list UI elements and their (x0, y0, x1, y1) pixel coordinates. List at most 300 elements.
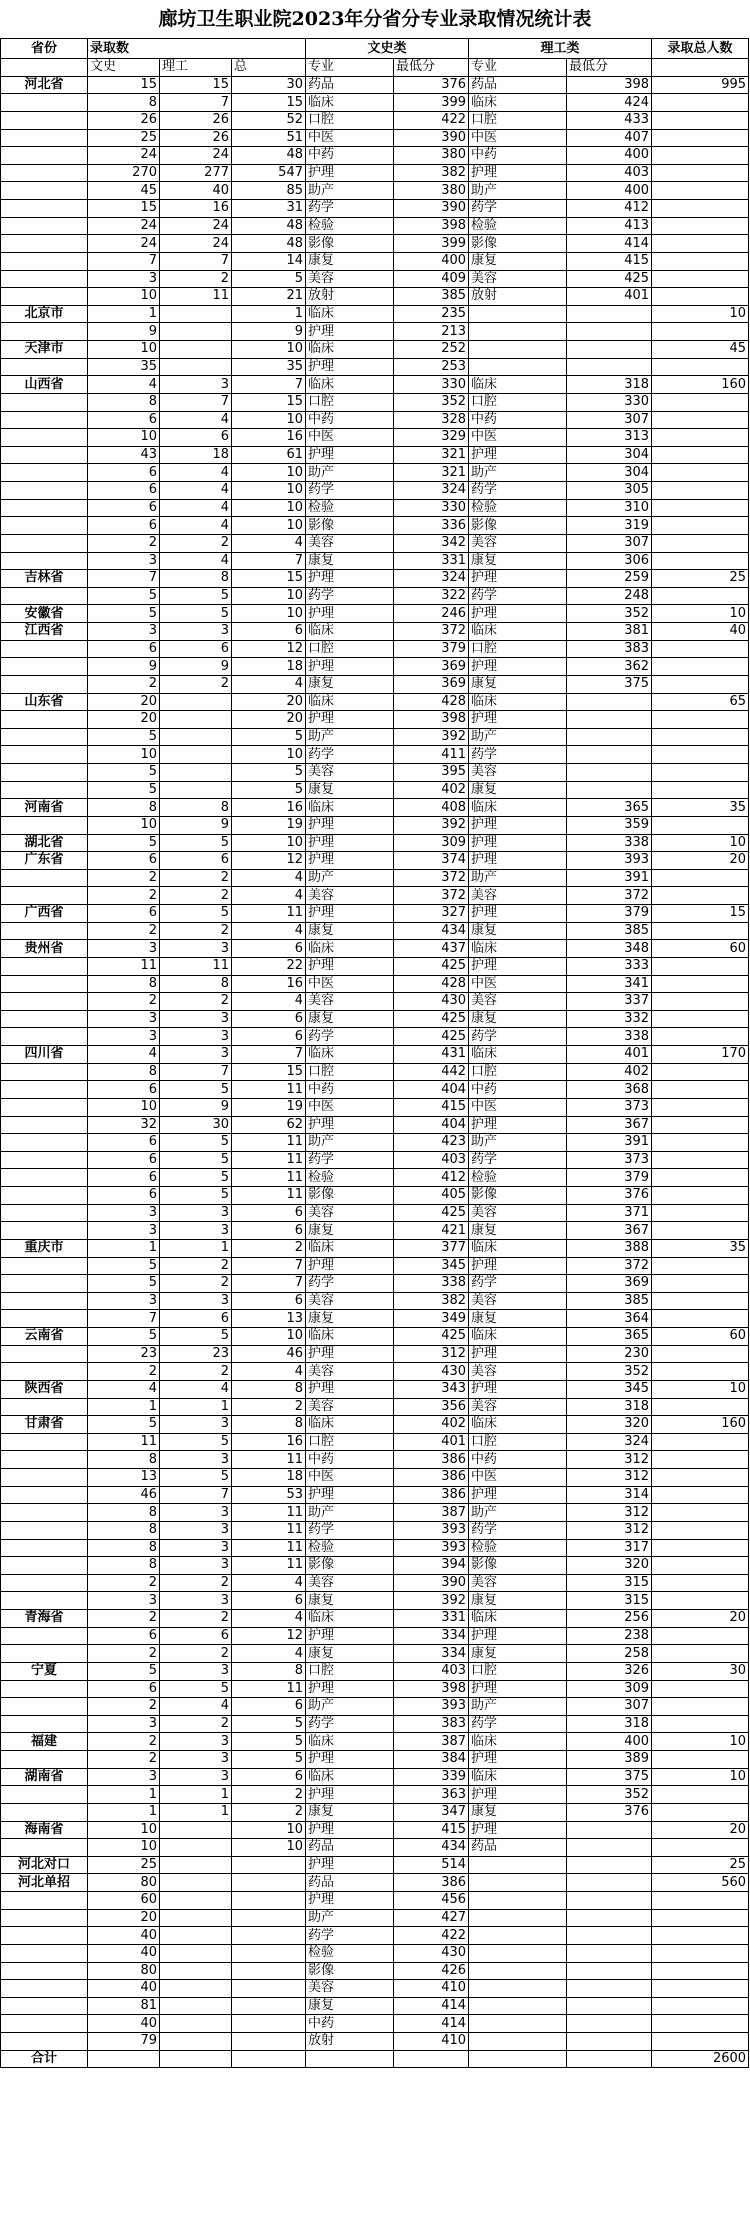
table-row (1, 358, 749, 376)
cell-total-admitted (652, 816, 749, 834)
cell-arts-count: 9 (88, 323, 160, 341)
cell-total-count: 10 (232, 482, 306, 500)
cell-arts-count: 3 (88, 1010, 160, 1028)
cell-arts-count: 8 (88, 1451, 160, 1469)
cell-province (1, 816, 88, 834)
table-row (1, 1081, 749, 1099)
cell-province: 青海省 (1, 1610, 88, 1628)
cell-province (1, 164, 88, 182)
table-row (1, 1839, 749, 1857)
table-row (1, 1416, 749, 1434)
cell-arts-count: 15 (88, 76, 160, 94)
table-row (1, 605, 749, 623)
cell-sci-count (160, 781, 232, 799)
table-row (1, 764, 749, 782)
cell-sci-count: 5 (160, 587, 232, 605)
cell-total-admitted (652, 887, 749, 905)
cell-arts-major: 药学 (306, 746, 394, 764)
cell-sci-min-score: 400 (567, 182, 652, 200)
cell-sci-count: 30 (160, 1116, 232, 1134)
cell-sci-min-score (567, 341, 652, 359)
cell-total-admitted (652, 182, 749, 200)
cell-arts-min-score: 404 (394, 1116, 469, 1134)
cell-arts-min-score: 213 (394, 323, 469, 341)
cell-province (1, 393, 88, 411)
table-row (1, 2015, 749, 2033)
cell-total-count: 7 (232, 376, 306, 394)
cell-sci-major: 口腔 (469, 393, 567, 411)
cell-sci-count: 4 (160, 1698, 232, 1716)
cell-sci-major: 美容 (469, 1204, 567, 1222)
cell-arts-min-score: 386 (394, 1451, 469, 1469)
cell-province (1, 1698, 88, 1716)
cell-total-count (232, 1980, 306, 1998)
cell-sci-count: 3 (160, 376, 232, 394)
cell-total-count: 6 (232, 940, 306, 958)
cell-total-admitted (652, 534, 749, 552)
cell-sci-count (160, 711, 232, 729)
cell-sci-count: 1 (160, 1803, 232, 1821)
table-row (1, 305, 749, 323)
cell-arts-count: 15 (88, 200, 160, 218)
cell-arts-count: 3 (88, 1768, 160, 1786)
cell-sci-major: 临床 (469, 94, 567, 112)
cell-total-admitted (652, 517, 749, 535)
cell-province (1, 1892, 88, 1910)
cell-total-count: 19 (232, 816, 306, 834)
cell-province (1, 1927, 88, 1945)
cell-arts-count: 3 (88, 940, 160, 958)
cell-sci-major: 护理 (469, 1627, 567, 1645)
cell-arts-major: 临床 (306, 1328, 394, 1346)
cell-total-count: 16 (232, 799, 306, 817)
cell-sci-count: 2 (160, 1363, 232, 1381)
cell-province (1, 781, 88, 799)
cell-arts-major: 中药 (306, 411, 394, 429)
cell-sci-major: 口腔 (469, 640, 567, 658)
cell-arts-min-score: 425 (394, 1204, 469, 1222)
cell-total-count: 14 (232, 252, 306, 270)
cell-province (1, 1486, 88, 1504)
table-row (1, 1398, 749, 1416)
cell-sci-count: 5 (160, 605, 232, 623)
cell-arts-min-score: 425 (394, 1028, 469, 1046)
cell-arts-min-score: 430 (394, 993, 469, 1011)
cell-sci-major: 护理 (469, 1257, 567, 1275)
cell-sci-major: 康复 (469, 252, 567, 270)
cell-arts-count: 3 (88, 1204, 160, 1222)
cell-sci-min-score: 391 (567, 869, 652, 887)
cell-province (1, 975, 88, 993)
table-row (1, 1187, 749, 1205)
cell-total-admitted (652, 1098, 749, 1116)
cell-sci-count: 2 (160, 1715, 232, 1733)
cell-sci-major: 药学 (469, 1151, 567, 1169)
cell-arts-major: 美容 (306, 887, 394, 905)
cell-arts-min-score: 410 (394, 1980, 469, 1998)
cell-total-count (232, 1856, 306, 1874)
cell-arts-major: 检验 (306, 1944, 394, 1962)
cell-province (1, 764, 88, 782)
cell-total-admitted (652, 1980, 749, 1998)
cell-sci-count: 5 (160, 1134, 232, 1152)
cell-sci-count: 2 (160, 1610, 232, 1628)
cell-total-count: 20 (232, 693, 306, 711)
cell-total-count: 547 (232, 164, 306, 182)
cell-sci-major: 中药 (469, 147, 567, 165)
cell-total-admitted (652, 393, 749, 411)
cell-province (1, 1169, 88, 1187)
cell-sci-major: 护理 (469, 957, 567, 975)
cell-sci-count: 3 (160, 1751, 232, 1769)
cell-sci-count: 2 (160, 270, 232, 288)
cell-total-admitted: 20 (652, 852, 749, 870)
cell-province (1, 1803, 88, 1821)
cell-sci-major: 护理 (469, 1486, 567, 1504)
cell-sci-min-score: 326 (567, 1662, 652, 1680)
cell-arts-major: 临床 (306, 1239, 394, 1257)
table-row (1, 623, 749, 641)
cell-arts-count: 6 (88, 905, 160, 923)
cell-arts-count: 6 (88, 852, 160, 870)
cell-sci-count: 5 (160, 1151, 232, 1169)
cell-total-count (232, 2033, 306, 2051)
cell-arts-major: 美容 (306, 1204, 394, 1222)
table-row (1, 640, 749, 658)
cell-total-admitted (652, 1574, 749, 1592)
cell-sci-count: 1 (160, 1239, 232, 1257)
cell-sci-major: 助产 (469, 728, 567, 746)
cell-province: 北京市 (1, 305, 88, 323)
cell-arts-min-score: 405 (394, 1187, 469, 1205)
table-row (1, 728, 749, 746)
cell-arts-min-score: 414 (394, 2015, 469, 2033)
cell-sci-min-score (567, 2050, 652, 2068)
table-row (1, 1733, 749, 1751)
cell-arts-min-score: 385 (394, 288, 469, 306)
table-row (1, 1028, 749, 1046)
cell-arts-min-score: 372 (394, 869, 469, 887)
cell-arts-major: 康复 (306, 1645, 394, 1663)
cell-arts-count: 1 (88, 305, 160, 323)
cell-total-count: 7 (232, 1275, 306, 1293)
cell-sci-min-score: 402 (567, 1063, 652, 1081)
cell-sci-major: 美容 (469, 1363, 567, 1381)
cell-sci-count: 2 (160, 1257, 232, 1275)
cell-total-count: 5 (232, 764, 306, 782)
cell-total-admitted: 20 (652, 1610, 749, 1628)
cell-arts-major: 药学 (306, 1927, 394, 1945)
cell-arts-count: 10 (88, 1839, 160, 1857)
cell-province (1, 200, 88, 218)
cell-sci-major: 助产 (469, 182, 567, 200)
cell-province (1, 746, 88, 764)
cell-sci-min-score: 385 (567, 922, 652, 940)
cell-arts-min-score: 347 (394, 1803, 469, 1821)
cell-province (1, 1363, 88, 1381)
subheader-blank-2 (652, 59, 749, 77)
table-row (1, 799, 749, 817)
cell-arts-count: 46 (88, 1486, 160, 1504)
cell-province: 河北省 (1, 76, 88, 94)
cell-province (1, 358, 88, 376)
cell-sci-min-score: 307 (567, 411, 652, 429)
cell-sci-count: 3 (160, 1028, 232, 1046)
cell-arts-major: 康复 (306, 1592, 394, 1610)
cell-sci-major (469, 2015, 567, 2033)
cell-arts-min-score: 342 (394, 534, 469, 552)
cell-total-admitted (652, 869, 749, 887)
table-row (1, 1433, 749, 1451)
cell-sci-min-score (567, 1997, 652, 2015)
cell-arts-count: 5 (88, 1275, 160, 1293)
cell-total-count: 4 (232, 675, 306, 693)
table-row (1, 1169, 749, 1187)
table-row (1, 1874, 749, 1892)
cell-arts-major: 康复 (306, 675, 394, 693)
cell-arts-count: 5 (88, 834, 160, 852)
cell-sci-major: 药学 (469, 746, 567, 764)
cell-province (1, 517, 88, 535)
cell-total-count: 11 (232, 1081, 306, 1099)
cell-sci-min-score: 400 (567, 147, 652, 165)
cell-arts-min-score: 352 (394, 393, 469, 411)
table-row (1, 1610, 749, 1628)
cell-total-count: 15 (232, 393, 306, 411)
cell-province (1, 429, 88, 447)
cell-arts-count: 32 (88, 1116, 160, 1134)
cell-sci-count: 3 (160, 1504, 232, 1522)
cell-sci-major (469, 1892, 567, 1910)
cell-arts-min-score: 382 (394, 1292, 469, 1310)
table-row (1, 1504, 749, 1522)
cell-sci-min-score: 393 (567, 852, 652, 870)
cell-sci-count (160, 764, 232, 782)
cell-arts-count: 40 (88, 1980, 160, 1998)
cell-total-count: 6 (232, 1768, 306, 1786)
cell-sci-min-score: 310 (567, 499, 652, 517)
cell-sci-major (469, 1874, 567, 1892)
cell-sci-major: 临床 (469, 1610, 567, 1628)
cell-arts-major: 放射 (306, 288, 394, 306)
cell-arts-major: 临床 (306, 623, 394, 641)
cell-sci-min-score: 338 (567, 1028, 652, 1046)
cell-sci-min-score: 373 (567, 1098, 652, 1116)
cell-arts-count: 2 (88, 887, 160, 905)
cell-sci-min-score (567, 1839, 652, 1857)
cell-sci-count: 4 (160, 499, 232, 517)
cell-sci-count (160, 2015, 232, 2033)
cell-arts-count: 10 (88, 1821, 160, 1839)
cell-total-count: 4 (232, 887, 306, 905)
cell-sci-min-score: 364 (567, 1310, 652, 1328)
cell-arts-major: 药品 (306, 76, 394, 94)
cell-sci-count: 3 (160, 1292, 232, 1310)
cell-sci-major: 临床 (469, 693, 567, 711)
cell-sci-count: 9 (160, 1098, 232, 1116)
cell-arts-min-score: 402 (394, 781, 469, 799)
table-row (1, 1715, 749, 1733)
table-row (1, 1204, 749, 1222)
cell-province (1, 1504, 88, 1522)
cell-sci-count: 5 (160, 905, 232, 923)
cell-sci-min-score: 307 (567, 1698, 652, 1716)
table-row (1, 1768, 749, 1786)
cell-sci-min-score: 258 (567, 1645, 652, 1663)
cell-arts-major: 美容 (306, 1574, 394, 1592)
cell-sci-count: 3 (160, 1451, 232, 1469)
cell-arts-count: 10 (88, 746, 160, 764)
cell-province (1, 1063, 88, 1081)
cell-total-count: 11 (232, 1187, 306, 1205)
table-row (1, 270, 749, 288)
cell-sci-min-score: 256 (567, 1610, 652, 1628)
cell-total-admitted (652, 1909, 749, 1927)
cell-sci-count: 2 (160, 675, 232, 693)
cell-total-admitted: 60 (652, 940, 749, 958)
cell-province: 吉林省 (1, 570, 88, 588)
table-row (1, 288, 749, 306)
cell-arts-count: 6 (88, 482, 160, 500)
cell-sci-count: 1 (160, 1786, 232, 1804)
cell-arts-min-score: 363 (394, 1786, 469, 1804)
cell-total-admitted: 10 (652, 1768, 749, 1786)
cell-arts-count: 2 (88, 1610, 160, 1628)
cell-arts-min-score: 394 (394, 1557, 469, 1575)
cell-province (1, 1451, 88, 1469)
cell-arts-min-score: 400 (394, 252, 469, 270)
cell-arts-min-score: 372 (394, 623, 469, 641)
table-row (1, 922, 749, 940)
cell-sci-major: 临床 (469, 799, 567, 817)
cell-arts-count: 10 (88, 341, 160, 359)
cell-sci-min-score: 373 (567, 1151, 652, 1169)
cell-total-admitted (652, 1134, 749, 1152)
cell-arts-count: 8 (88, 975, 160, 993)
cell-province (1, 957, 88, 975)
cell-arts-min-score: 379 (394, 640, 469, 658)
cell-arts-min-score: 428 (394, 975, 469, 993)
cell-arts-min-score: 431 (394, 1046, 469, 1064)
cell-sci-count: 2 (160, 1645, 232, 1663)
cell-sci-major: 护理 (469, 658, 567, 676)
cell-sci-major: 助产 (469, 1698, 567, 1716)
cell-arts-major: 口腔 (306, 640, 394, 658)
cell-arts-min-score: 331 (394, 1610, 469, 1628)
cell-total-admitted (652, 2033, 749, 2051)
cell-sci-min-score (567, 728, 652, 746)
cell-total-admitted (652, 781, 749, 799)
cell-arts-min-score: 386 (394, 1469, 469, 1487)
table-row (1, 852, 749, 870)
cell-total-admitted (652, 358, 749, 376)
cell-sci-count: 16 (160, 200, 232, 218)
cell-arts-count: 80 (88, 1962, 160, 1980)
cell-province (1, 1539, 88, 1557)
cell-arts-major: 护理 (306, 1856, 394, 1874)
cell-sci-min-score: 312 (567, 1451, 652, 1469)
cell-arts-min-score: 398 (394, 1680, 469, 1698)
cell-sci-major: 药学 (469, 1275, 567, 1293)
cell-sci-count: 3 (160, 1521, 232, 1539)
cell-arts-min-score: 369 (394, 658, 469, 676)
cell-arts-min-score: 321 (394, 446, 469, 464)
cell-sci-major: 检验 (469, 499, 567, 517)
table-row (1, 164, 749, 182)
cell-arts-count: 79 (88, 2033, 160, 2051)
cell-arts-major: 美容 (306, 993, 394, 1011)
cell-arts-count: 6 (88, 640, 160, 658)
cell-total-count (232, 1874, 306, 1892)
cell-arts-count: 2 (88, 1574, 160, 1592)
cell-total-admitted (652, 129, 749, 147)
cell-province (1, 1010, 88, 1028)
header-province: 省份 (1, 39, 88, 59)
cell-total-admitted (652, 1627, 749, 1645)
cell-sci-min-score: 372 (567, 887, 652, 905)
cell-total-count: 11 (232, 1504, 306, 1522)
cell-total-admitted (652, 1451, 749, 1469)
cell-sci-count (160, 1927, 232, 1945)
cell-total-admitted (652, 1715, 749, 1733)
cell-sci-major: 康复 (469, 781, 567, 799)
cell-arts-min-score: 345 (394, 1257, 469, 1275)
table-row (1, 482, 749, 500)
cell-arts-min-score: 411 (394, 746, 469, 764)
cell-province: 湖北省 (1, 834, 88, 852)
cell-sci-major: 康复 (469, 1803, 567, 1821)
cell-sci-major: 影像 (469, 1187, 567, 1205)
cell-arts-min-score: 383 (394, 1715, 469, 1733)
cell-province (1, 1786, 88, 1804)
cell-sci-count (160, 728, 232, 746)
cell-arts-count: 6 (88, 464, 160, 482)
cell-province (1, 993, 88, 1011)
cell-province: 云南省 (1, 1328, 88, 1346)
cell-total-admitted (652, 746, 749, 764)
cell-arts-min-score: 386 (394, 1874, 469, 1892)
cell-sci-count (160, 1874, 232, 1892)
cell-arts-major: 口腔 (306, 393, 394, 411)
cell-province (1, 922, 88, 940)
table-row (1, 1645, 749, 1663)
cell-total-count: 62 (232, 1116, 306, 1134)
cell-arts-major: 护理 (306, 658, 394, 676)
cell-sci-min-score: 348 (567, 940, 652, 958)
table-row (1, 1786, 749, 1804)
cell-sci-min-score: 352 (567, 1786, 652, 1804)
cell-sci-major (469, 1944, 567, 1962)
cell-total-admitted (652, 1204, 749, 1222)
cell-sci-min-score: 367 (567, 1222, 652, 1240)
cell-total-count: 4 (232, 1645, 306, 1663)
cell-arts-count: 10 (88, 429, 160, 447)
cell-sci-major (469, 1856, 567, 1874)
table-row (1, 905, 749, 923)
cell-sci-count: 23 (160, 1345, 232, 1363)
table-row (1, 446, 749, 464)
cell-arts-major: 护理 (306, 711, 394, 729)
cell-sci-min-score: 389 (567, 1751, 652, 1769)
cell-sci-count: 5 (160, 834, 232, 852)
cell-sci-major (469, 2033, 567, 2051)
table-row (1, 1380, 749, 1398)
table-row (1, 587, 749, 605)
cell-sci-min-score: 372 (567, 1257, 652, 1275)
cell-total-count: 18 (232, 658, 306, 676)
cell-total-count: 16 (232, 429, 306, 447)
cell-arts-min-score: 336 (394, 517, 469, 535)
